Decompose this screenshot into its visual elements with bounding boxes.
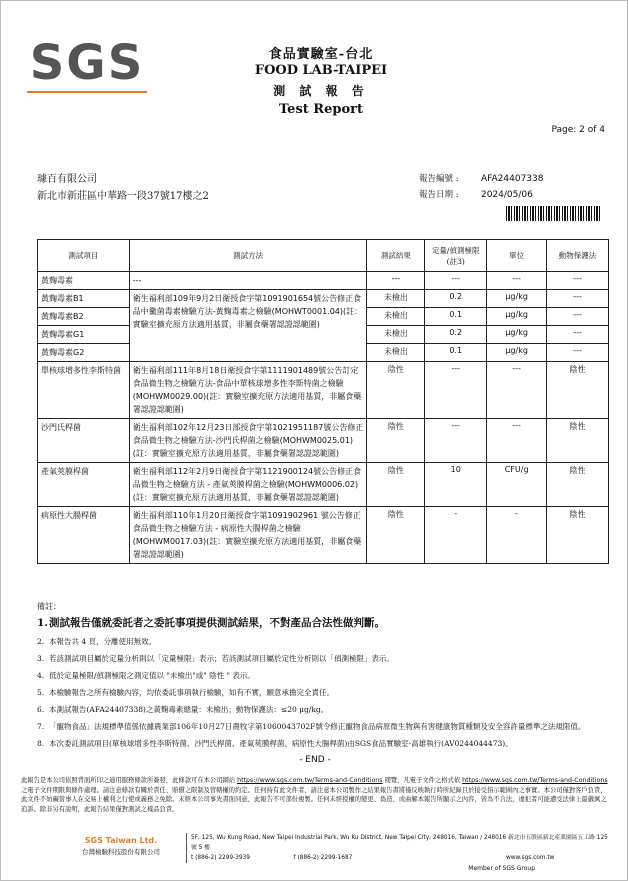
note-number: 3. (37, 654, 45, 663)
law-cell: --- (547, 326, 609, 344)
limit-cell: 0.2 (425, 326, 487, 344)
header-lab-zh: 食品實驗室-台北 (268, 47, 374, 62)
report-no-value: AFA24407338 (481, 174, 544, 184)
report-meta (419, 171, 543, 203)
footer-web[interactable]: www.sgs.com.tw (506, 855, 555, 861)
unit-cell: --- (487, 362, 547, 419)
note-item (37, 738, 609, 750)
disclaimer (21, 776, 611, 814)
page-number: Page: 2 of 4 (551, 125, 605, 135)
footer-company-en: SGS Taiwan Ltd. (84, 836, 158, 845)
footer-tel: t (886-2) 2299-3939 (191, 855, 250, 861)
note-number: 7. (37, 722, 45, 731)
note-number: 5. (37, 688, 45, 697)
note-text: 本測試報告(AFA24407338)之黃麴毒素總量：未檢出；動物保護法：≤20 μg/kg。 (49, 705, 329, 714)
disclaimer-text: 此報告是本公司依照背面所印之通用服務條款所簽發，此條款可在本公司網站 (21, 777, 236, 784)
note-text: 本檢驗報告之所有檢驗內容，均依委託事項執行檢驗，如有不實，願意承擔完全責任。 (49, 688, 334, 697)
notes-title: 備註： (37, 602, 61, 611)
terms-link[interactable]: https://www.sgs.com.tw/Terms-and-Conditions (462, 777, 608, 784)
disclaimer-text: 之電子文件期限與條件處理。請注意條款有關於責任、賠償之限制及管轄權的約定。任何持有此文件者，請注意本公司製作之結果報告書將僅反映執行時所紀錄且於接受指示範圍內之事實。本公司僅對客戶負責，此文件不妨礙當事人在交易上權利之行使或義務之免除。未經本公司事先書面同意，此報告不可部份複製。任何未經授權的變更、偽造、或曲解本報告所顯示之內容，皆為不合法，違犯者可能遭受法律上最嚴厲之追訴。除非另有說明，此報告結果僅對測試之樣品負責。 (21, 786, 607, 813)
result-cell: 陰性 (367, 463, 425, 507)
item-cell: 黃麴毒素 (38, 272, 130, 290)
header-lab-en: FOOD LAB-TAIPEI (254, 63, 388, 78)
note-item (37, 721, 609, 733)
law-cell: --- (547, 290, 609, 308)
header-report-en: Test Report (279, 102, 363, 117)
note-number: 8. (37, 739, 45, 748)
note-number: 1. (37, 617, 48, 629)
header-cell: 定量/偵測極限(註3) (425, 240, 487, 272)
limit-cell: 0.1 (425, 344, 487, 362)
unit-cell: μg/kg (487, 326, 547, 344)
report-date-value: 2024/05/06 (481, 190, 533, 200)
item-cell: 黃麴毒素B1 (38, 290, 130, 308)
header-cell: 動物保護法 (547, 240, 609, 272)
header-cell: 單位 (487, 240, 547, 272)
item-cell: 黃麴毒素G1 (38, 326, 130, 344)
note-text: 「寵物食品」法規標準值係依據農業部106年10月27日農牧字第1060043702F號令修正寵物食品病原微生物與有害健康物質種類及安全容許量標準之法規限值。 (49, 722, 586, 731)
footer-fax: f (886-2) 2299-1687 (293, 855, 353, 861)
law-cell: 陰性 (547, 463, 609, 507)
table-row (38, 362, 609, 419)
method-cell: 衛生福利部102年12月23日部授食字第1021951187號公告修正食品微生物之檢驗方法-沙門氏桿菌之檢驗(MOHWM0025.01)(註：實驗室擴充原方法適用基質，非屬食藥署認證認範圍) (129, 419, 367, 463)
note-text: 測試報告僅就委託者之委託事項提供測試結果，不對產品合法性做判斷。 (49, 617, 385, 629)
client-address: 新北市新莊區中華路一段37號17樓之2 (37, 191, 209, 202)
note-text: 低於定量極限/偵測極限之測定值以 "未檢出"或" 陰性 " 表示。 (49, 671, 255, 680)
note-text: 本次委託測試項目(單核球增多性李斯特菌、沙門氏桿菌、產氣莢膜桿菌、病原性大腸桿菌)由SGS食品實驗室-高雄執行(AV0244044473)。 (49, 739, 513, 748)
unit-cell: --- (487, 272, 547, 290)
item-cell: 沙門氏桿菌 (38, 419, 130, 463)
limit-cell: --- (425, 419, 487, 463)
item-cell: 產氣莢膜桿菌 (38, 463, 130, 507)
result-cell: 未檢出 (367, 344, 425, 362)
result-cell: 未檢出 (367, 290, 425, 308)
logo-underline (27, 91, 147, 93)
report-no-label: 報告編號 : (419, 174, 459, 184)
note-item (37, 687, 609, 699)
table-row (38, 272, 609, 290)
logo-text: SGS (29, 35, 145, 91)
disclaimer-text: 閱覽，凡電子文件之格式依 (384, 777, 461, 784)
note-number: 6. (37, 705, 45, 714)
limit-cell: 0.2 (425, 290, 487, 308)
item-cell: 黃麴毒素B2 (38, 308, 130, 326)
note-item (37, 704, 609, 716)
law-cell: 陰性 (547, 362, 609, 419)
table-row (38, 290, 609, 308)
note-item (37, 653, 609, 665)
limit-cell: 10 (425, 463, 487, 507)
footer-company-zh: 台灣檢驗科技股份有限公司 (82, 848, 160, 856)
result-cell: 陰性 (367, 362, 425, 419)
note-text: 若該測試項目屬於定量分析則以「定量極限」表示；若該測試項目屬於定性分析則以「偵測極限」表示。 (49, 654, 394, 663)
method-cell: 衛生福利部110年1月20日衛授食字第1091902961 號公告修正食品微生物之檢驗方法 - 病原性大腸桿菌之檢驗(MOHWM0017.03)(註：實驗室擴充原方法適用基質，非屬食藥署認證認範圍) (129, 507, 367, 564)
limit-cell: --- (425, 362, 487, 419)
limit-cell: --- (425, 272, 487, 290)
footer-company (61, 836, 181, 856)
header-report-zh: 測 試 報 告 (273, 84, 369, 98)
client-name: 璩百有限公司 (37, 174, 97, 185)
unit-cell: μg/kg (487, 308, 547, 326)
unit-cell: μg/kg (487, 290, 547, 308)
law-cell: 陰性 (547, 507, 609, 564)
method-cell: 衛生福利部109年9月2日衛授食字第1091901654號公告修正食品中黴菌毒素檢驗方法-黃麴毒素之檢驗(MOHWT0001.04)(註：實驗室擴充原方法適用基質，非屬食藥署認證認範圍) (129, 290, 367, 362)
client-info (37, 171, 209, 205)
note-text: 本報告共 4 頁，分離使用無效。 (49, 637, 157, 646)
law-cell: --- (547, 344, 609, 362)
header-cell: 測試結果 (367, 240, 425, 272)
item-cell: 黃麴毒素G2 (38, 344, 130, 362)
unit-cell: CFU/g (487, 463, 547, 507)
table-row (38, 507, 609, 564)
method-cell: --- (129, 272, 367, 290)
result-cell: 未檢出 (367, 326, 425, 344)
unit-cell: - (487, 507, 547, 564)
law-cell: 陰性 (547, 419, 609, 463)
item-cell: 病原性大腸桿菌 (38, 507, 130, 564)
end-marker: - END - (299, 755, 331, 765)
law-cell: --- (547, 272, 609, 290)
footer-contact (186, 833, 611, 863)
report-date-label: 報告日期 : (419, 190, 459, 200)
note-number: 4. (37, 671, 45, 680)
table-row (38, 463, 609, 507)
sgs-logo (27, 35, 147, 105)
law-cell: --- (547, 308, 609, 326)
unit-cell: --- (487, 419, 547, 463)
header-cell: 測試方法 (129, 240, 367, 272)
note-item (37, 670, 609, 682)
table-row (38, 419, 609, 463)
unit-cell: μg/kg (487, 344, 547, 362)
table-header-row (38, 240, 609, 272)
result-cell: 陰性 (367, 507, 425, 564)
result-cell: 未檢出 (367, 308, 425, 326)
notes-section (37, 601, 609, 755)
terms-link[interactable]: https://www.sgs.com.tw/Terms-and-Conditions (237, 777, 383, 784)
limit-cell: - (425, 507, 487, 564)
item-cell: 單核球增多性李斯特菌 (38, 362, 130, 419)
header-cell: 測試項目 (38, 240, 130, 272)
limit-cell: 0.1 (425, 308, 487, 326)
note-item (37, 616, 609, 631)
results-table (37, 239, 609, 564)
method-cell: 衛生福利部112年2月9日衛授食字第1121900124號公告修正食品微生物之檢驗方法 - 產氣莢膜桿菌之檢驗(MOHWM0006.02)(註：實驗室擴充原方法適用基質，非屬食藥署認證認範圍) (129, 463, 367, 507)
footer-member: Member of SGS Group (468, 865, 535, 872)
method-cell: 衛生福利部111年8月18日衛授食字第1111901489號公告訂定食品微生物之檢驗方法-食品中單核球增多性李斯特菌之檢驗(MOHWM0029.00)(註：實驗室擴充原方法適用基質，非屬食藥署認證認範圍) (129, 362, 367, 419)
result-cell: 陰性 (367, 419, 425, 463)
note-number: 2. (37, 637, 45, 646)
result-cell: --- (367, 272, 425, 290)
note-item (37, 636, 609, 648)
footer-address: 5F, 125, Wu Kung Road, New Taipei Industrial Park, Wu Ku District, New Taipei City, 248016, Taiwan / 248016 新北市五股區新北產業園區五工路 125 號 5 樓 (191, 835, 608, 851)
barcode (506, 206, 602, 221)
